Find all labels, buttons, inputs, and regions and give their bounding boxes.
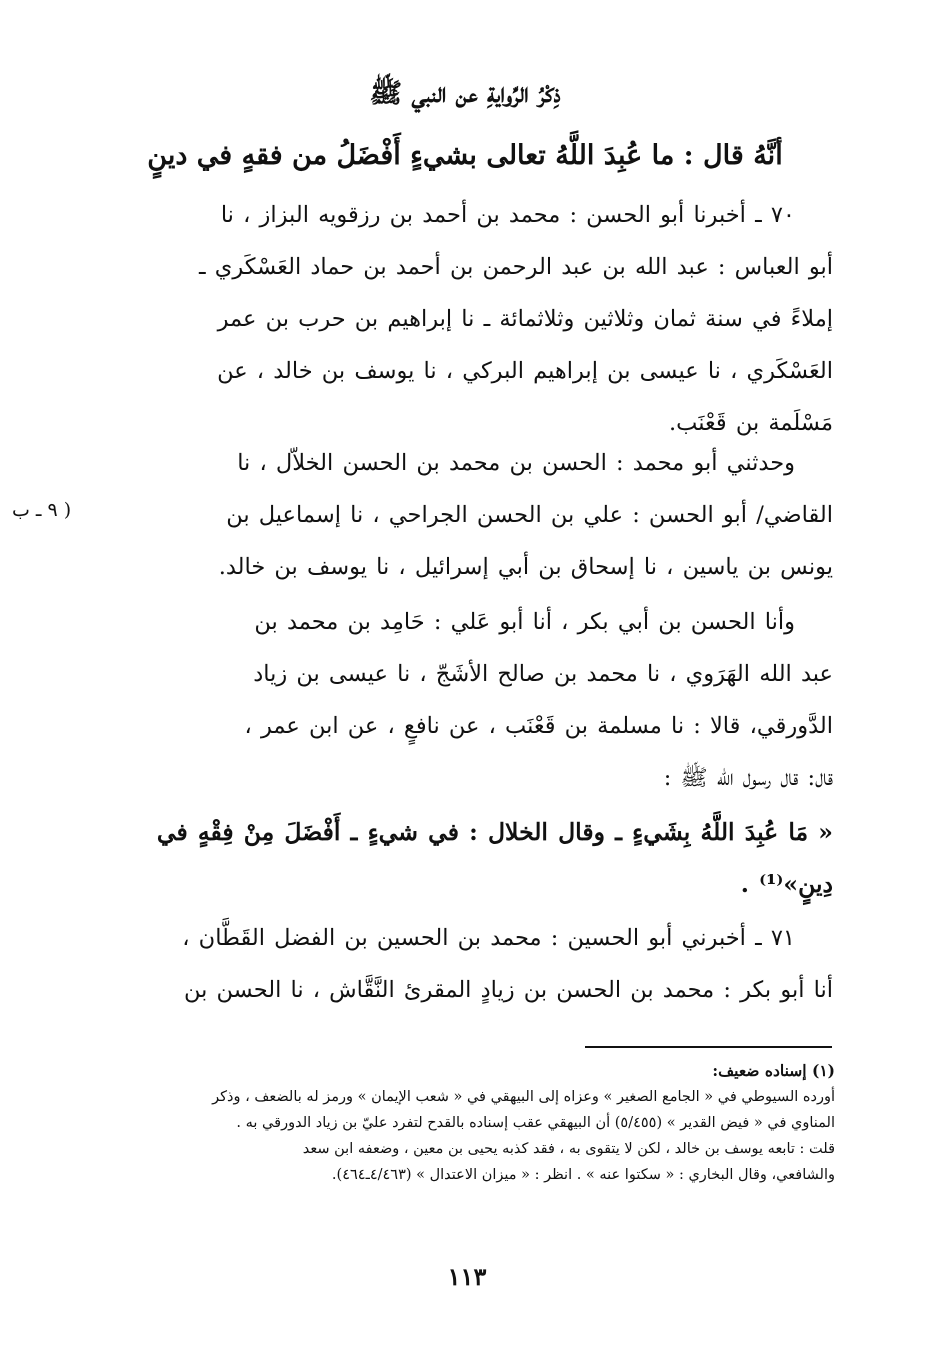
hadith-matn bbox=[100, 806, 833, 910]
third-isnad-chain bbox=[100, 596, 833, 804]
chapter-title: أنَّهُ قال : ما عُبِدَ اللَّهُ تعالى بشيءٍ أَفْضَلُ من فقهٍ في دينٍ bbox=[147, 140, 783, 171]
text-line: إملاءً في سنة ثمان وثلاثين وثلاثمائة ـ نا إبراهيم بن حرب بن عمر bbox=[217, 306, 833, 332]
text-line: القاضي/ أبو الحسن : علي بن الحسن الجراحي ، نا إسماعيل بن bbox=[226, 502, 833, 528]
manuscript-folio-marker: ( ٩ ـ ب bbox=[12, 499, 72, 521]
page-number: ١١٣ bbox=[447, 1262, 487, 1291]
footnote-line: والشافعي، وقال البخاري : « سكتوا عنه » . انظر : « ميزان الاعتدال » (٤/٤٦٣ـ٤٦٤). bbox=[331, 1167, 835, 1183]
text-line: وأنا الحسن بن أبي بكر ، أنا أبو عَلي : حَامِد بن محمد بن bbox=[254, 609, 795, 635]
text-line: العَسْكَري ، نا عيسى بن إبراهيم البركي ، نا يوسف بن خالد ، عن bbox=[217, 358, 833, 384]
text-line: قال: قال رسول الله ﷺ : bbox=[663, 765, 833, 791]
footnotes bbox=[95, 1058, 835, 1188]
footnote-heading: (١) إسناده ضعيف: bbox=[712, 1061, 835, 1080]
hadith-71-isnad bbox=[100, 912, 833, 1016]
footnote-line: قلت : تابعه يوسف بن خالد ، لكن لا يتقوى به ، فقد كذبه يحيى بن معين ، وضعفه ابن سعد bbox=[302, 1141, 835, 1157]
footnote-line: المناوي في « فيض القدير » (٥/٤٥٥) أن البيهقي عقب إسناده بالقدح لتفرد عليّ بن زياد الدورقي به . bbox=[236, 1115, 835, 1131]
text-line: ٧٠ ـ أخبرنا أبو الحسن : محمد بن أحمد بن رزقويه البزاز ، نا bbox=[220, 202, 795, 228]
text-line: مَسْلَمة بن قَعْنَب. bbox=[669, 410, 833, 436]
text-line: دِينٍ»⁽¹⁾ . bbox=[740, 870, 833, 898]
hadith-70-isnad bbox=[100, 189, 833, 449]
footnote-divider bbox=[585, 1046, 832, 1048]
text-line: الدَّورقي، قالا : نا مسلمة بن قَعْنَب ، عن نافعٍ ، عن ابن عمر ، bbox=[244, 713, 833, 739]
text-line: أنا أبو بكر : محمد بن الحسن بن زيادٍ المقرئ النَّقَّاش ، نا الحسن بن bbox=[183, 977, 833, 1003]
text-line: ٧١ ـ أخبرني أبو الحسين : محمد بن الحسين بن الفضل القَطَّان ، bbox=[182, 925, 795, 951]
text-line: عبد الله الهَرَوي ، نا محمد بن صالح الأشَجّ ، نا عيسى بن زياد bbox=[253, 661, 833, 687]
text-line: يونس بن ياسين ، نا إسحاق بن أبي إسرائيل ، نا يوسف بن خالد. bbox=[218, 554, 833, 580]
footnote-line: أورده السيوطي في « الجامع الصغير » وعزاه إلى البيهقي في « شعب الإيمان » ورمز له بالضعف ، وذكر bbox=[212, 1089, 835, 1105]
text-line: أبو العباس : عبد الله بن عبد الرحمن بن أحمد بن حماد العَسْكَري ـ bbox=[198, 254, 833, 280]
section-title: ذِكْرُ الرِّوايةِ عن النبي ﷺ bbox=[369, 78, 561, 109]
text-line: وحدثني أبو محمد : الحسن بن محمد بن الحسن الخلاّل ، نا bbox=[237, 450, 795, 476]
text-line: « مَا عُبِدَ اللَّهُ بِشَيءٍ ـ وقال الخلال : في شيءٍ ـ أَفْضَلَ مِنْ فِقْهٍ في bbox=[156, 818, 833, 846]
second-isnad-chain bbox=[100, 437, 833, 593]
